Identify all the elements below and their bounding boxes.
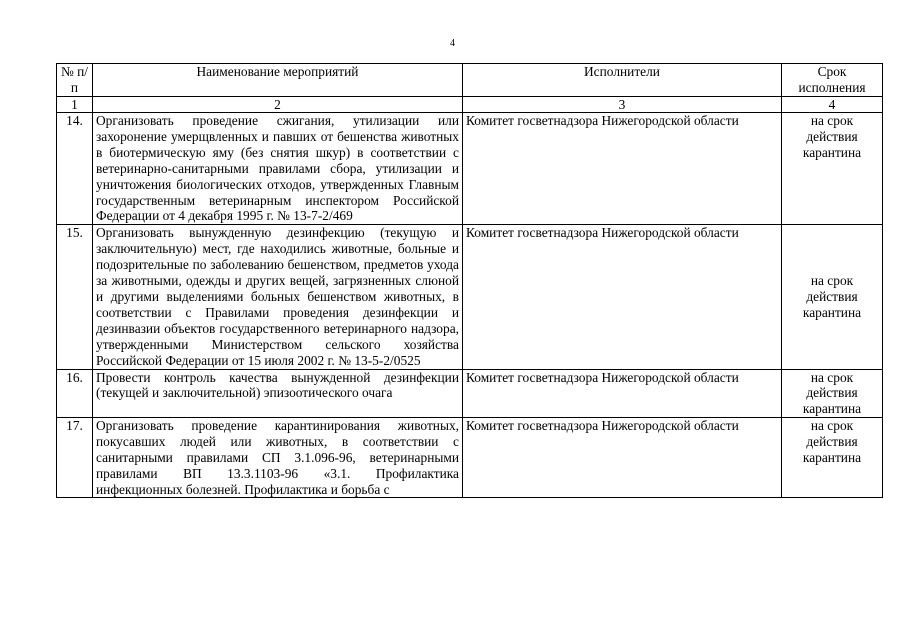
row-number: 14.: [57, 113, 93, 225]
row-term: на срок действия карантина: [782, 113, 883, 225]
column-index: 2: [93, 97, 463, 113]
row-description: Организовать проведение карантинирования животных, покусавших людей или животных, в соответствии с санитарными правилами СП 3.1.096-96, ветеринарными правилами ВП 13.3.1103-96 «3.1. Профилактика инфекционных болезней. Профилактика и борьба с: [96, 418, 459, 497]
page-number: 4: [450, 38, 455, 49]
column-index: 4: [782, 97, 883, 113]
table-row: [57, 418, 883, 498]
row-description: Организовать вынужденную дезинфекцию (текущую и заключительную) мест, где находились животные, больные и подозрительные по заболеванию бешенством, предметов ухода за животными, одежды и других вещей, загрязненных слюной и другими выделениями больных бешенством животных, в соответствии с Правилами проведения дезинфекции и дезинвазии объектов государственного ветеринарного надзора, утвержденными Министерством сельского хозяйства Российской Федерации от 15 июля 2002 г. № 13-5-2/0525: [93, 225, 463, 369]
header-executors: Исполнители: [463, 64, 782, 97]
row-term: на срок действия карантина: [782, 225, 883, 369]
row-description: Организовать проведение сжигания, утилизации или захоронение умерщвленных и павших от бешенства животных в биотермическую яму (без снятия шкур) в соответствии с ветеринарно-санитарными правилами сбора, утилизации и уничтожения биологических отходов, утвержденных Главным государственным ветеринарным инспектором Российской Федерации от 4 декабря 1995 г. № 13-7-2/469: [93, 113, 463, 225]
column-index-row: [57, 97, 883, 113]
header-number: № п/п: [57, 64, 93, 97]
table-header-row: [57, 64, 883, 97]
column-index: 3: [463, 97, 782, 113]
row-term: на срок действия карантина: [782, 369, 883, 418]
row-executor: Комитет госветнадзора Нижегородской области: [463, 225, 782, 369]
measures-table: [56, 63, 883, 498]
header-name: Наименование мероприятий: [93, 64, 463, 97]
header-term: Срок исполнения: [782, 64, 883, 97]
row-term: на срок действия карантина: [782, 418, 883, 498]
row-number: 16.: [57, 369, 93, 418]
row-description: Провести контроль качества вынужденной дезинфекции (текущей и заключительной) эпизоотического очага: [93, 369, 463, 418]
row-number: 17.: [57, 418, 93, 498]
row-description-cell: [93, 418, 463, 498]
table-row: [57, 369, 883, 418]
row-executor: Комитет госветнадзора Нижегородской области: [463, 418, 782, 498]
row-executor: Комитет госветнадзора Нижегородской области: [463, 113, 782, 225]
row-number: 15.: [57, 225, 93, 369]
table-row: [57, 113, 883, 225]
row-executor: Комитет госветнадзора Нижегородской области: [463, 369, 782, 418]
column-index: 1: [57, 97, 93, 113]
table-row: [57, 225, 883, 369]
